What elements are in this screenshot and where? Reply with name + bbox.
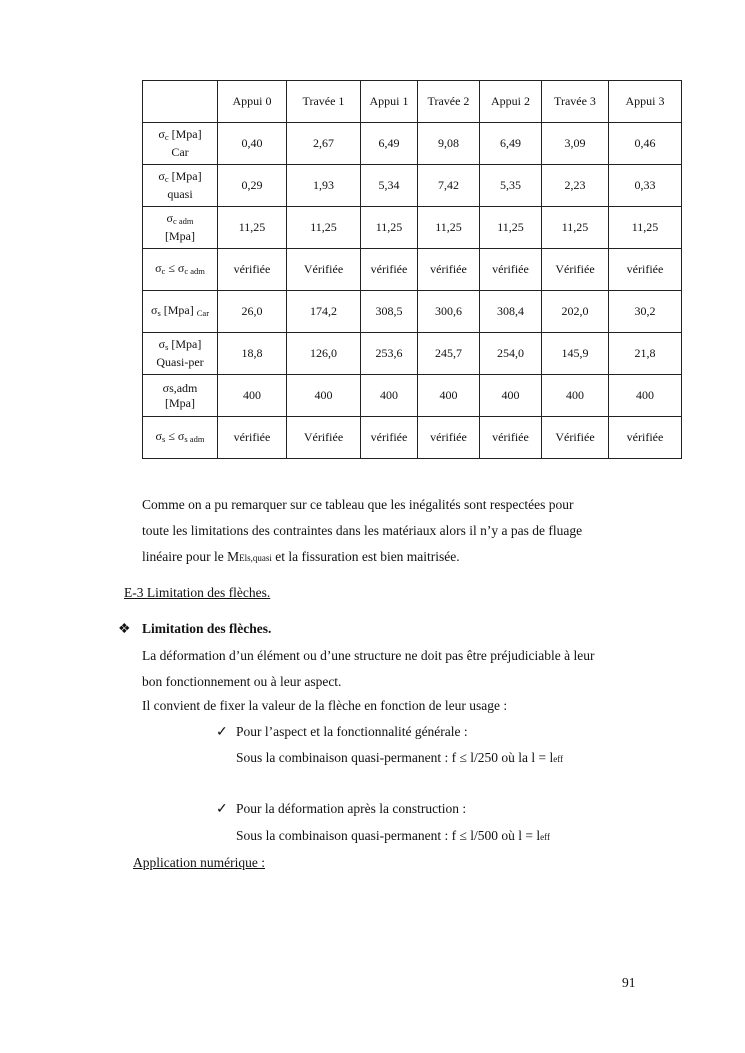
column-header: Appui 2: [480, 81, 542, 123]
value-cell: 202,0: [542, 291, 609, 333]
table-row: [143, 417, 682, 459]
value-cell: 21,8: [609, 333, 682, 375]
table-row: [143, 375, 682, 417]
value-cell: 11,25: [218, 207, 287, 249]
row-label: $\sigma_s$ [Mpa] $_{Car}$: [143, 291, 218, 333]
value-cell: 6,49: [480, 123, 542, 165]
value-cell: 11,25: [418, 207, 480, 249]
column-header: Appui 1: [361, 81, 418, 123]
application-heading: Application numérique :: [133, 855, 265, 870]
value-cell: 0,46: [609, 123, 682, 165]
value-cell: 2,23: [542, 165, 609, 207]
value-cell: Vérifiée: [287, 417, 361, 459]
value-cell: 26,0: [218, 291, 287, 333]
value-cell: vérifiée: [218, 249, 287, 291]
value-cell: 11,25: [287, 207, 361, 249]
value-cell: 11,25: [542, 207, 609, 249]
value-cell: vérifiée: [480, 417, 542, 459]
check-item: Pour l’aspect et la fonctionnalité générale :: [236, 724, 468, 739]
table-row: [143, 249, 682, 291]
row-label: σs,adm [Mpa]: [143, 375, 218, 417]
value-cell: 400: [361, 375, 418, 417]
row-label: $\sigma_c$ [Mpa] quasi: [143, 165, 218, 207]
value-cell: vérifiée: [361, 249, 418, 291]
value-cell: 400: [609, 375, 682, 417]
value-cell: 1,93: [287, 165, 361, 207]
condition-line: Sous la combinaison quasi-permanent : f ≤ l/500 où l = leff: [236, 828, 550, 843]
value-cell: 126,0: [287, 333, 361, 375]
paragraph-line: linéaire pour le MEls,quasi et la fissuration est bien maitrisée.: [142, 549, 460, 564]
value-cell: 400: [480, 375, 542, 417]
paragraph-line: Il convient de fixer la valeur de la flèche en fonction de leur usage :: [142, 698, 508, 713]
value-cell: 5,34: [361, 165, 418, 207]
check-item: Pour la déformation après la construction :: [236, 801, 467, 816]
value-cell: 11,25: [361, 207, 418, 249]
value-cell: vérifiée: [418, 249, 480, 291]
table-row: [143, 165, 682, 207]
value-cell: 245,7: [418, 333, 480, 375]
value-cell: 2,67: [287, 123, 361, 165]
value-cell: 0,29: [218, 165, 287, 207]
header-corner-cell: [143, 81, 218, 123]
value-cell: 3,09: [542, 123, 609, 165]
check-icon: ✓: [216, 802, 228, 817]
row-label: $\sigma_s$ [Mpa] Quasi-per: [143, 333, 218, 375]
paragraph-line: toute les limitations des contraintes dans les matériaux alors il n’y a pas de fluage: [142, 523, 583, 538]
column-header: Appui 0: [218, 81, 287, 123]
table-header-row: [143, 81, 682, 123]
row-label: $\sigma_{c adm}$ [Mpa]: [143, 207, 218, 249]
table-row: [143, 333, 682, 375]
row-label: $\sigma_s \le \sigma_{s adm}$: [143, 417, 218, 459]
value-cell: vérifiée: [609, 417, 682, 459]
table-row: [143, 207, 682, 249]
table-row: [143, 123, 682, 165]
value-cell: Vérifiée: [287, 249, 361, 291]
value-cell: 11,25: [480, 207, 542, 249]
paragraph-line: Comme on a pu remarquer sur ce tableau que les inégalités sont respectées pour: [142, 497, 574, 512]
value-cell: 5,35: [480, 165, 542, 207]
value-cell: 400: [218, 375, 287, 417]
value-cell: 400: [287, 375, 361, 417]
value-cell: 400: [418, 375, 480, 417]
page-number: 91: [622, 975, 636, 990]
value-cell: 308,4: [480, 291, 542, 333]
column-header: Appui 3: [609, 81, 682, 123]
value-cell: 0,33: [609, 165, 682, 207]
value-cell: 11,25: [609, 207, 682, 249]
value-cell: 6,49: [361, 123, 418, 165]
condition-line: Sous la combinaison quasi-permanent : f ≤ l/250 où la l = leff: [236, 750, 564, 765]
value-cell: 18,8: [218, 333, 287, 375]
row-label: $\sigma_c$ [Mpa] Car: [143, 123, 218, 165]
paragraph-line: bon fonctionnement ou à leur aspect.: [142, 674, 342, 689]
value-cell: 253,6: [361, 333, 418, 375]
stress-verification-table: [142, 80, 682, 459]
diamond-bullet-icon: ❖: [118, 622, 131, 637]
value-cell: vérifiée: [418, 417, 480, 459]
column-header: Travée 3: [542, 81, 609, 123]
column-header: Travée 1: [287, 81, 361, 123]
value-cell: 174,2: [287, 291, 361, 333]
value-cell: 9,08: [418, 123, 480, 165]
value-cell: Vérifiée: [542, 249, 609, 291]
value-cell: vérifiée: [361, 417, 418, 459]
value-cell: Vérifiée: [542, 417, 609, 459]
value-cell: vérifiée: [480, 249, 542, 291]
column-header: Travée 2: [418, 81, 480, 123]
value-cell: vérifiée: [218, 417, 287, 459]
section-heading: E-3 Limitation des flèches.: [124, 585, 271, 600]
value-cell: 400: [542, 375, 609, 417]
value-cell: 308,5: [361, 291, 418, 333]
value-cell: 254,0: [480, 333, 542, 375]
value-cell: vérifiée: [609, 249, 682, 291]
bullet-heading: Limitation des flèches.: [142, 621, 272, 636]
value-cell: 300,6: [418, 291, 480, 333]
paragraph-line: La déformation d’un élément ou d’une structure ne doit pas être préjudiciable à leur: [142, 648, 595, 663]
value-cell: 145,9: [542, 333, 609, 375]
check-icon: ✓: [216, 725, 228, 740]
row-label: $\sigma_c \le \sigma_{c adm}$: [143, 249, 218, 291]
value-cell: 0,40: [218, 123, 287, 165]
table-row: [143, 291, 682, 333]
value-cell: 7,42: [418, 165, 480, 207]
value-cell: 30,2: [609, 291, 682, 333]
